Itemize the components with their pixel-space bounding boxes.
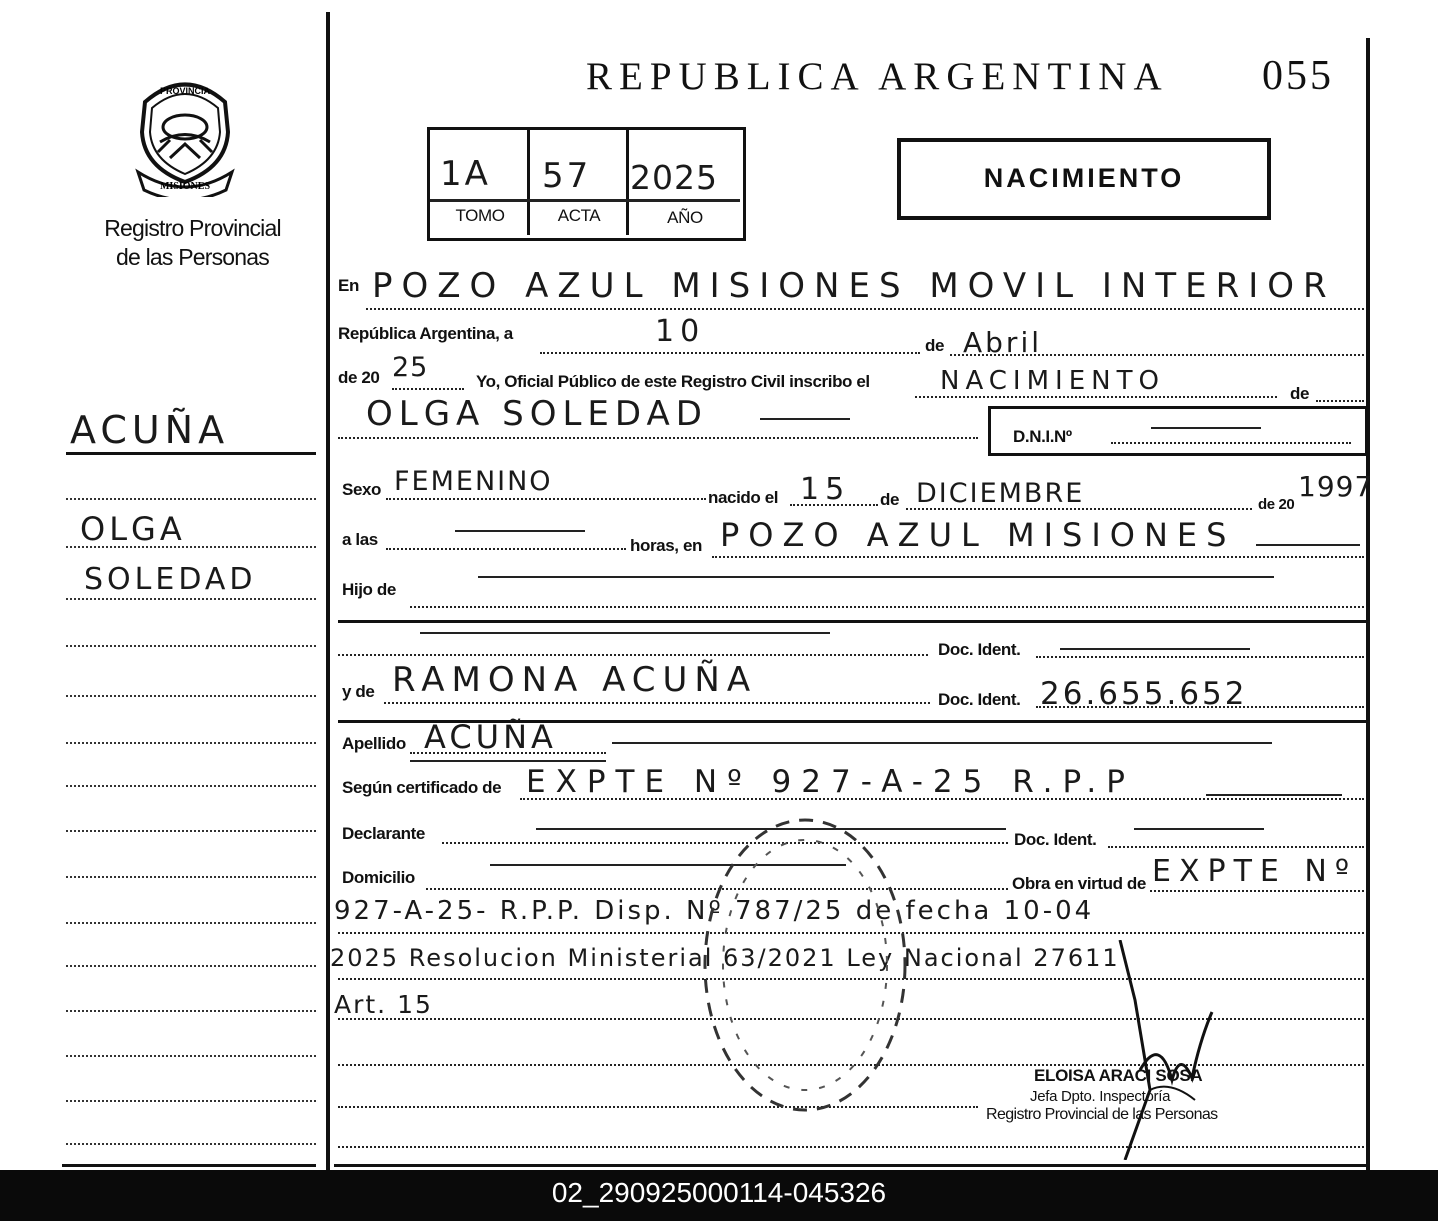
de-label-3: de — [880, 490, 900, 509]
apellido-label: Apellido — [342, 734, 406, 753]
acta-label: ACTA — [557, 206, 601, 225]
obra-label: Obra en virtud de — [1012, 874, 1146, 893]
doc-ident-label-2: Doc. Ident. — [938, 690, 1021, 709]
act-type-value: NACIMIENTO — [940, 366, 1165, 396]
republica-label: República Argentina, a — [338, 324, 513, 343]
obra-value: EXPTE Nº — [1152, 854, 1357, 889]
obs-line-1: 927-A-25- R.P.P. Disp. Nº 787/25 de fecha 10-04 — [334, 896, 1095, 926]
certificado-value: EXPTE Nº 927-A-25 R.P.P — [526, 764, 1135, 800]
acta-value: 57 — [542, 156, 592, 196]
tomo-value: 1A — [440, 154, 491, 194]
svg-text:MISIONES: MISIONES — [159, 181, 211, 192]
birth-place-value: POZO AZUL MISIONES — [720, 516, 1236, 554]
nacido-label: nacido el — [708, 488, 779, 507]
dni-label: D.N.I.Nº — [1013, 427, 1072, 446]
obs-line-2: 2025 Resolucion Ministerial 63/2021 Ley Nacional 27611 — [330, 944, 1120, 972]
margin-given-2: SOLEDAD — [84, 562, 257, 597]
registry-name-line2: de las Personas — [116, 244, 269, 270]
file-id: 02_290925000114-045326 — [551, 1177, 887, 1208]
column-divider — [326, 12, 330, 1172]
anio-value: 2025 — [630, 158, 718, 197]
right-border — [1366, 38, 1370, 1172]
en-label: En — [338, 276, 359, 295]
signer-name: ELOISA ARACI SOSA — [1034, 1066, 1203, 1085]
svg-text:PROVINCIA: PROVINCIA — [159, 86, 211, 96]
mother-doc-value: 26.655.652 — [1040, 676, 1248, 712]
margin-surname: ACUÑA — [70, 408, 230, 452]
file-id-bar — [0, 1170, 1438, 1221]
page-number: 055 — [1262, 53, 1334, 99]
birth-year-value: 1997 — [1298, 470, 1374, 503]
year-prefix: de 20 — [338, 368, 380, 387]
de-label-month: de — [925, 336, 945, 355]
registry-name-line1: Registro Provincial — [104, 215, 281, 241]
month-value: Abril — [963, 326, 1042, 359]
person-name-value: OLGA SOLEDAD — [366, 394, 708, 434]
signer-org: Registro Provincial de las Personas — [986, 1106, 1218, 1123]
year-suffix: 25 — [392, 352, 429, 383]
day-value: 10 — [655, 314, 706, 349]
oficial-text: Yo, Oficial Público de este Registro Civil inscribo el — [476, 372, 870, 391]
declarante-label: Declarante — [342, 824, 425, 843]
mother-name-value: RAMONA ACUÑA — [392, 660, 758, 700]
provincial-seal-icon — [130, 72, 240, 197]
place-value: POZO AZUL MISIONES MOVIL INTERIOR — [372, 266, 1336, 306]
margin-given-1: OLGA — [80, 510, 186, 548]
record-type-box — [897, 138, 1271, 220]
doc-ident-label-1: Doc. Ident. — [938, 640, 1021, 659]
birth-day-value: 15 — [800, 472, 851, 507]
sexo-label: Sexo — [342, 480, 382, 499]
country-title: REPUBLICA ARGENTINA — [586, 55, 1169, 98]
birth-month-value: DICIEMBRE — [916, 478, 1085, 509]
horas-label: horas, en — [630, 536, 702, 555]
alas-label: a las — [342, 530, 378, 549]
yde-label: y de — [342, 682, 375, 701]
obs-line-3: Art. 15 — [334, 990, 433, 1019]
tomo-label: TOMO — [455, 206, 505, 225]
hijo-label: Hijo de — [342, 580, 396, 599]
segun-label: Según certificado de — [342, 778, 502, 797]
sexo-value: FEMENINO — [394, 466, 553, 497]
apellido-value: ACUÑA — [424, 718, 557, 756]
anio-label: AÑO — [667, 208, 703, 227]
signer-title: Jefa Dpto. Inspectoría — [1030, 1088, 1171, 1105]
birth-year-prefix: de 20 — [1258, 496, 1295, 513]
dni-box — [988, 406, 1368, 456]
official-stamp-icon — [690, 810, 920, 1120]
record-type: NACIMIENTO — [983, 163, 1185, 193]
de-label-2: de — [1290, 384, 1310, 403]
doc-ident-label-3: Doc. Ident. — [1014, 830, 1097, 849]
signature-icon — [1080, 940, 1240, 1160]
domicilio-label: Domicilio — [342, 868, 415, 887]
